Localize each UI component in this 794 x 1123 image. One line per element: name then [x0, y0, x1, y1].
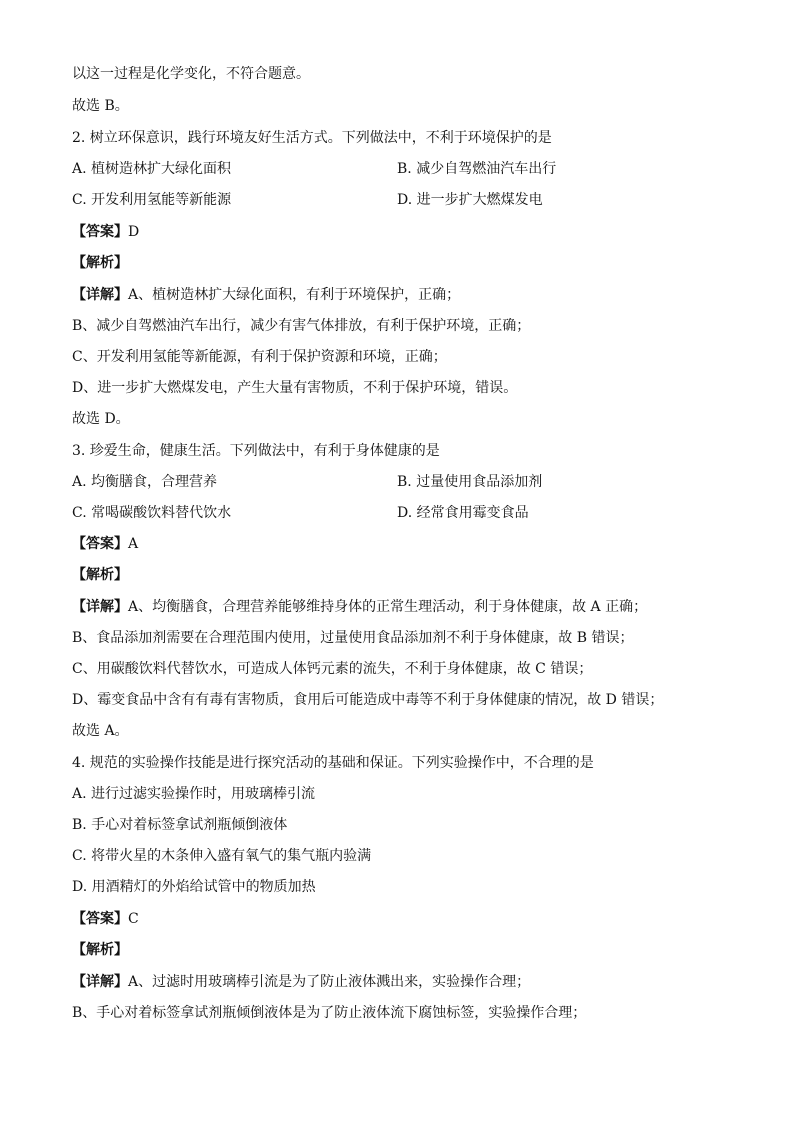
answer-label: 【答案】 [72, 224, 128, 240]
detail-label: 【详解】 [72, 287, 128, 303]
option-a: A. 均衡膳食，合理营养 [72, 474, 218, 490]
question-4-stem: 4. 规范的实验操作技能是进行探究活动的基础和保证。下列实验操作中，不合理的是 [72, 755, 594, 771]
text-line: B、减少自驾燃油汽车出行，减少有害气体排放，有利于保护环境，正确； [72, 318, 531, 334]
option-c: C. 开发利用氢能等新能源 [72, 192, 232, 208]
text-line: 以这一过程是化学变化，不符合题意。 [72, 66, 310, 82]
text-line: 故选 B。 [72, 98, 129, 114]
text-line: B、手心对着标签拿试剂瓶倾倒液体是为了防止液体流下腐蚀标签，实验操作合理； [72, 1005, 587, 1021]
question-2-options-row-1 [72, 159, 732, 179]
option-a: A. 进行过滤实验操作时，用玻璃棒引流 [72, 786, 316, 802]
answer-value: A [128, 536, 139, 552]
detail-label: 【详解】 [72, 974, 128, 990]
option-c: C. 常喝碳酸饮料替代饮水 [72, 505, 232, 521]
detail-label: 【详解】 [72, 599, 128, 615]
option-d: D. 经常食用霉变食品 [397, 505, 529, 521]
answer-label: 【答案】 [72, 911, 128, 927]
option-b: B. 过量使用食品添加剂 [397, 474, 543, 490]
question-3-stem: 3. 珍爱生命，健康生活。下列做法中，有利于身体健康的是 [72, 443, 440, 459]
option-a: A. 植树造林扩大绿化面积 [72, 161, 232, 177]
detail-line: 【详解】A、植树造林扩大绿化面积，有利于环境保护，正确； [72, 287, 461, 303]
answer-label: 【答案】 [72, 536, 128, 552]
analysis-label: 【解析】 [72, 942, 128, 958]
answer-value: C [128, 911, 139, 927]
text-line: 故选 D。 [72, 411, 130, 427]
option-d: D. 用酒精灯的外焰给试管中的物质加热 [72, 879, 316, 895]
detail-line: 【详解】A、过滤时用玻璃棒引流是为了防止液体溅出来，实验操作合理； [72, 974, 531, 990]
text-line: D、进一步扩大燃煤发电，产生大量有害物质，不利于保护环境，错误。 [72, 380, 518, 396]
answer-line [72, 909, 139, 929]
analysis-label: 【解析】 [72, 567, 128, 583]
question-2-stem: 2. 树立环保意识，践行环境友好生活方式。下列做法中，不利于环境保护的是 [72, 130, 552, 146]
question-3-options-row-2 [72, 503, 732, 523]
answer-line [72, 222, 139, 242]
question-3-options-row-1 [72, 472, 732, 492]
analysis-line [72, 565, 128, 585]
analysis-line [72, 940, 128, 960]
text-line: D、霉变食品中含有有毒有害物质，食用后可能造成中毒等不利于身体健康的情况，故 D 错误； [72, 692, 664, 708]
answer-value: D [128, 224, 140, 240]
option-c: C. 将带火星的木条伸入盛有氧气的集气瓶内验满 [72, 848, 372, 864]
analysis-line [72, 253, 128, 273]
analysis-label: 【解析】 [72, 255, 128, 271]
option-b: B. 手心对着标签拿试剂瓶倾倒液体 [72, 817, 288, 833]
option-b: B. 减少自驾燃油汽车出行 [397, 161, 557, 177]
answer-line [72, 534, 138, 554]
text-line: C、开发利用氢能等新能源，有利于保护资源和环境，正确； [72, 349, 447, 365]
text-line: C、用碳酸饮料代替饮水，可造成人体钙元素的流失，不利于身体健康，故 C 错误； [72, 661, 593, 677]
question-2-options-row-2 [72, 190, 732, 210]
detail-line: 【详解】A、均衡膳食，合理营养能够维持身体的正常生理活动，利于身体健康，故 A 正确； [72, 599, 648, 615]
option-d: D. 进一步扩大燃煤发电 [397, 192, 543, 208]
text-line: 故选 A。 [72, 723, 129, 739]
text-line: B、食品添加剂需要在合理范围内使用，过量使用食品添加剂不利于身体健康，故 B 错误； [72, 630, 634, 646]
